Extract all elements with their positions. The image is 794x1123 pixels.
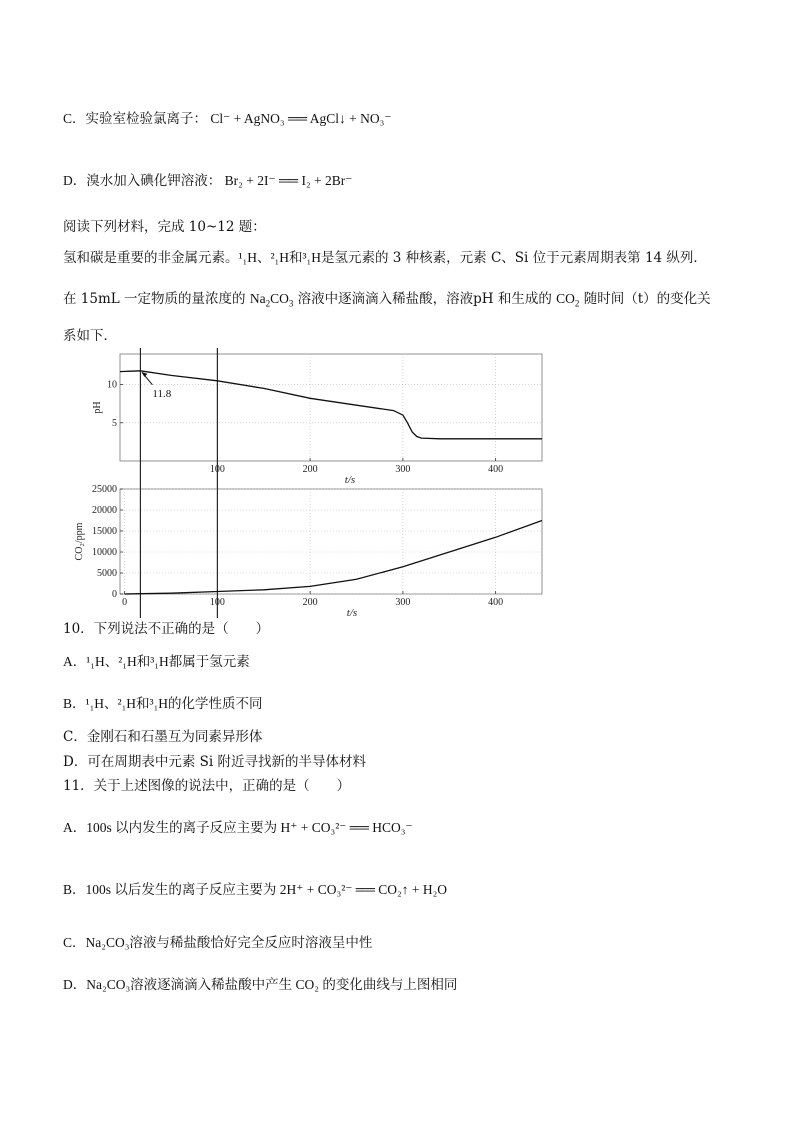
question11-option-d: D．Na₂CO₃溶液逐滴滴入稀盐酸中产生 CO₂ 的变化曲线与上图相同: [63, 977, 458, 992]
ph-co2-chart-figure: [60, 348, 550, 618]
ph-series-line: [120, 371, 542, 439]
co2-x-tick-label: 400: [488, 597, 504, 608]
q10a-text: 都属于氢元素: [168, 654, 250, 669]
na2co3-formula: $Na_2CO_3$: [249, 291, 294, 309]
material-p1-a: 氢和碳是重要的非金属元素。: [63, 250, 239, 266]
question10-option-d: D．可在周期表中元素 Si 附近寻找新的半导体材料: [63, 754, 366, 770]
option-a-label: A．: [63, 654, 87, 669]
question10-option-a: [63, 653, 250, 671]
annotation-label: 11.8: [152, 387, 172, 400]
question10-option-c: C．金刚石和石墨互为同素异形体: [63, 729, 263, 745]
ph-x-tick-label: 200: [302, 464, 318, 475]
ph-y-tick-label: 5: [112, 417, 117, 429]
question11-option-c: C．Na₂CO₃溶液与稀盐酸恰好完全反应时溶液呈中性: [63, 935, 373, 950]
option-d-prefix: D．溴水加入碘化钾溶液：: [63, 173, 222, 188]
co2-y-tick-label: 0: [112, 589, 117, 600]
option-c-equation: Cl⁻ + AgNO₃ ══ AgCl↓ + NO₃⁻: [210, 111, 392, 126]
material-paragraph-2: [63, 290, 711, 308]
material-p2-b: 溶液中逐滴滴入稀盐酸，溶液pH 和生成的: [293, 291, 557, 307]
co2-x-tick-label: 200: [302, 597, 318, 608]
co2-x-tick-label: 100: [209, 597, 225, 608]
co2-y-tick-label: 5000: [97, 568, 117, 579]
reading-intro: 阅读下列材料，完成 10~12 题：: [63, 219, 266, 235]
co2-y-tick-label: 20000: [92, 505, 117, 516]
question11-stem: 11．关于上述图像的说法中，正确的是（ ）: [63, 778, 351, 794]
co2-y-axis-label: CO₂/ppm: [74, 522, 85, 561]
isotope-symbols: ¹₁H、²₁H和³₁H: [238, 250, 322, 265]
co2-y-tick-label: 15000: [92, 526, 117, 537]
option-d-equation: Br₂ + 2I⁻ ══ I₂ + 2Br⁻: [224, 173, 353, 188]
q10a-isotopes: ¹₁H、²₁H和³₁H: [86, 654, 169, 669]
ph-chart-frame: [120, 354, 542, 461]
option-b-label: B．: [63, 696, 86, 711]
ph-y-tick-label: 10: [107, 379, 117, 391]
material-p1-b: 是氢元素的 3 种核素，元素 C、Si 位于元素周期表第 14 纵列．: [321, 250, 707, 266]
material-paragraph-1: [63, 249, 707, 267]
question11-option-a: A．100s 以内发生的离子反应主要为 H⁺ + CO₃²⁻ ══ HCO₃⁻: [63, 820, 413, 835]
question10-stem: 10．下列说法不正确的是（ ）: [63, 621, 270, 637]
q10b-isotopes: ¹₁H、²₁H和³₁H: [85, 696, 169, 711]
co2-series-line: [125, 521, 542, 595]
ph-x-tick-label: 100: [209, 464, 225, 475]
ph-x-tick-label: 300: [395, 464, 411, 475]
material-paragraph-3: 系如下．: [63, 328, 117, 344]
co2-y-tick-label: 25000: [92, 484, 117, 495]
q10b-text: 的化学性质不同: [168, 696, 263, 711]
co2-x-axis-label: t/s: [346, 607, 358, 618]
co2-formula: $CO_2$: [556, 291, 580, 309]
question10-option-b: [63, 695, 263, 713]
question11-option-b: B．100s 以后发生的离子反应主要为 2H⁺ + CO₃²⁻ ══ CO₂↑ + H₂O: [63, 882, 448, 897]
material-p2-a: 在 15mL 一定物质的量浓度的: [63, 291, 250, 307]
question9-option-d: [63, 172, 352, 190]
ph-y-axis-label: pH: [92, 401, 103, 414]
co2-chart-frame: [120, 489, 542, 594]
option-c-prefix: C．实验室检验氯离子：: [63, 111, 208, 126]
ph-x-axis-label: t/s: [344, 474, 356, 486]
co2-y-tick-label: 10000: [92, 547, 117, 558]
material-p2-c: 随时间（t）的变化关: [579, 291, 711, 307]
ph-x-tick-label: 400: [488, 464, 504, 475]
co2-x-tick-label: 300: [395, 597, 411, 608]
annotation-arrowhead: [141, 372, 147, 377]
question9-option-c: [63, 110, 391, 128]
co2-x-tick-label: 0: [122, 597, 128, 608]
